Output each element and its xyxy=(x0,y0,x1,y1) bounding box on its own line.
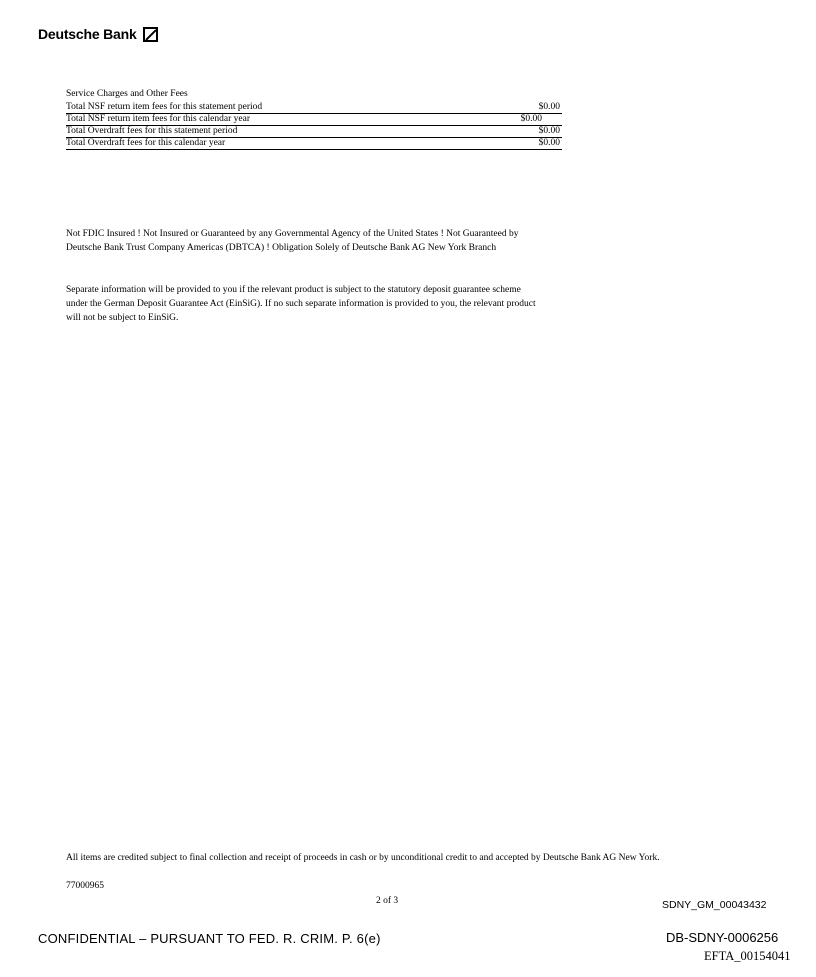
fee-row xyxy=(66,114,562,126)
fee-row xyxy=(66,126,562,138)
fdic-disclosure: Not FDIC Insured ! Not Insured or Guaranteed by any Governmental Agency of the United States ! Not Guaranteed by Deutsche Bank Trust Company Americas (DBTCA) ! Obligation Solely of Deutsche Bank AG New York Branch xyxy=(66,229,519,253)
fee-label: Total NSF return item fees for this calendar year xyxy=(66,114,250,124)
fee-row xyxy=(66,102,562,114)
fees-title: Service Charges and Other Fees xyxy=(66,89,188,99)
efta-number: EFTA_00154041 xyxy=(704,949,791,963)
bates-db: DB-SDNY-0006256 xyxy=(666,930,779,945)
fee-amount: $0.00 xyxy=(538,138,560,148)
bates-sdny: SDNY_GM_00043432 xyxy=(662,899,767,911)
confidential-notice: CONFIDENTIAL – PURSUANT TO FED. R. CRIM. P. 6(e) xyxy=(38,931,381,946)
page-number: 2 of 3 xyxy=(376,896,399,906)
fee-amount: $0.00 xyxy=(520,114,542,124)
fee-label: Total Overdraft fees for this calendar year xyxy=(66,138,226,148)
deutsche-bank-logo-icon xyxy=(143,27,158,42)
fee-label: Total NSF return item fees for this statement period xyxy=(66,102,263,112)
brand-name: Deutsche Bank xyxy=(38,26,137,42)
fees-section xyxy=(66,88,562,150)
fee-amount: $0.00 xyxy=(538,126,560,136)
fee-row xyxy=(66,138,562,150)
einsig-disclosure: Separate information will be provided to you if the relevant product is subject to the statutory deposit guarantee scheme under the German Deposit Guarantee Act (EinSiG). If no such separate information is provided to you, the relevant product will not be subject to EinSiG. xyxy=(66,285,536,323)
fee-amount: $0.00 xyxy=(538,102,560,112)
collection-note: All items are credited subject to final collection and receipt of proceeds in cash or by unconditional credit to and accepted by Deutsche Bank AG New York. xyxy=(66,853,660,863)
account-code: 77000965 xyxy=(66,881,104,891)
brand-header xyxy=(38,26,158,42)
fee-label: Total Overdraft fees for this statement period xyxy=(66,126,238,136)
